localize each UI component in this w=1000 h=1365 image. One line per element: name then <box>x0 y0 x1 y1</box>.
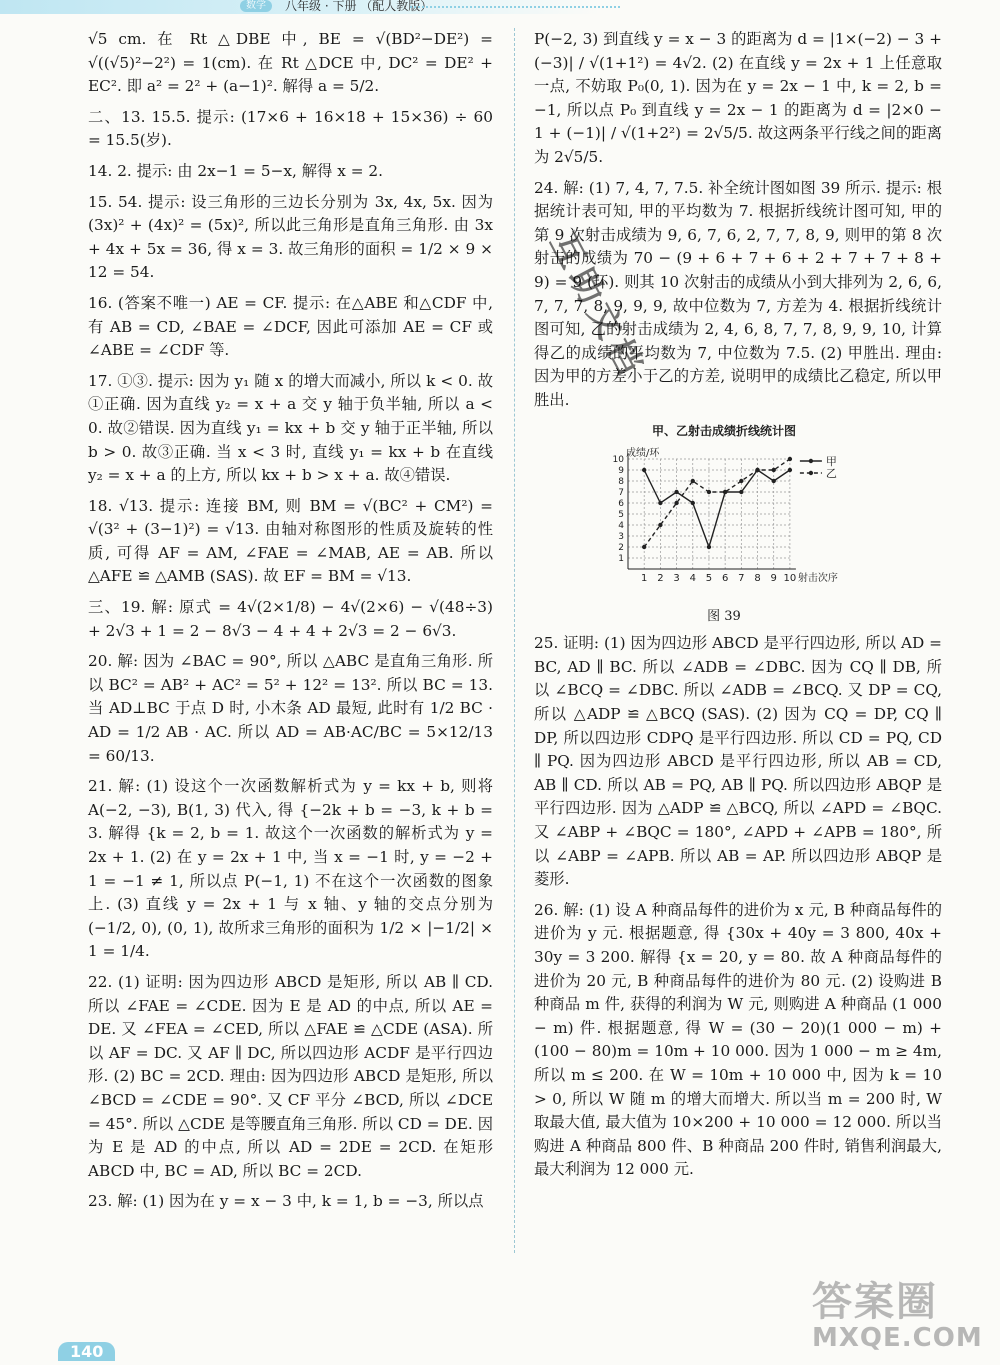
y-axis-label: 成绩/环 <box>626 448 660 460</box>
answer-paragraph: P(−2, 3) 到直线 y = x − 3 的距离为 d = |1×(−2) − 3 + (−3)| / √(1+1²) = 4√2. (2) 在直线 y = 2x + 1 上任意取一点, 不妨取 P₀(0, 1). 因为在 y = 2x − 1 中, k = 2, b = −1, 所以点 P₀ 到直线 y = 2x − 1 的距离为 d = |2×0 − 1 + (−1)| / √(1+2²) = 2√5/5. 故这两条平行线之间的距离为 2√5/5. <box>534 30 942 166</box>
answer-paragraph: 15. 54. 提示: 设三角形的三边长分别为 3x, 4x, 5x. 因为 (3x)² + (4x)² = (5x)², 所以此三角形是直角三角形. 由 3x + 4x + 5x = 36, 得 x = 3. 故三角形的面积 = 1/2 × 9 × 12 = 54. <box>88 192 493 282</box>
logo-text-cn: 答案圈 <box>812 1279 938 1325</box>
x-tick-label: 8 <box>754 573 761 585</box>
answer-paragraph: 二、13. 15.5. 提示: (17×6 + 16×18 + 15×36) ÷ 60 = 15.5(岁). <box>88 107 493 150</box>
data-point <box>739 490 743 494</box>
right-column <box>534 28 942 1189</box>
x-tick-label: 4 <box>689 573 696 585</box>
answer-paragraph: 17. ①③. 提示: 因为 y₁ 随 x 的增大而减小, 所以 k < 0. 故①正确. 因为直线 y₂ = x + a 交 y 轴于负半轴, 所以 a < 0. 故②错误. 因为直线 y₁ = kx + b 交 y 轴于正半轴, 所以 b > 0. 故③正确. 当 x < 3 时, 直线 y₁ = kx + b 在直线 y₂ = x + a 的上方, 所以 kx + b > x + a. 故④错误. <box>88 371 493 485</box>
x-tick-label: 6 <box>721 573 729 585</box>
line-chart <box>594 445 884 595</box>
answer-paragraph: 14. 2. 提示: 由 2x−1 = 5−x, 解得 x = 2. <box>88 161 383 180</box>
y-tick-label: 5 <box>618 510 624 521</box>
y-tick-label: 9 <box>618 466 624 477</box>
data-point <box>707 490 711 494</box>
data-point <box>755 468 759 472</box>
x-tick-label: 2 <box>657 573 664 585</box>
y-tick-label: 10 <box>612 455 624 466</box>
site-logo <box>812 1270 987 1356</box>
x-tick-label: 7 <box>738 573 745 585</box>
answer-paragraph: √5 cm. 在 Rt △DBE 中, BE = √(BD²−DE²) = √((√5)²−2²) = 1(cm). 在 Rt △DCE 中, DC² = DE² + EC². 即 a² = 2² + (a−1)². 解得 a = 5/2. <box>88 30 493 96</box>
x-axis-label: 射击次序 <box>797 573 838 585</box>
y-tick-label: 7 <box>618 488 624 499</box>
page-header <box>0 0 1000 14</box>
y-tick-label: 1 <box>618 554 624 565</box>
left-column <box>88 28 493 1221</box>
x-tick-label: 9 <box>770 573 777 585</box>
legend-marker <box>809 459 813 463</box>
header-divider <box>410 6 620 8</box>
logo-text-en: MXQE.COM <box>812 1323 983 1353</box>
answer-paragraph: 18. √13. 提示: 连接 BM, 则 BM = √(BC² + CM²) = √(3² + (3−1)²) = √13. 由轴对称图形的性质及旋转的性质, 可得 AF = AM, ∠FAE = ∠MAB, AE = AB. 所以 △AFE ≌ △AMB (SAS). 故 EF = BM = √13. <box>88 496 493 586</box>
data-point <box>739 479 743 483</box>
x-tick-label: 3 <box>673 573 680 585</box>
data-point <box>788 468 792 472</box>
data-point <box>674 501 678 505</box>
x-tick-label: 5 <box>705 573 713 585</box>
figure-39 <box>594 420 884 629</box>
data-point <box>772 479 776 483</box>
y-tick-label: 2 <box>618 543 624 554</box>
answer-paragraph: 25. 证明: (1) 因为四边形 ABCD 是平行四边形, 所以 AD = BC, AD ∥ BC. 所以 ∠ADB = ∠DBC. 因为 CQ ∥ DB, 所以 ∠BCQ = ∠DBC. 所以 ∠ADB = ∠BCQ. 又 DP = CQ, 所以 △ADP ≌ △BCQ (SAS). (2) 因为 CQ = DP, CQ ∥ DP, 所以四边形 CDPQ 是平行四边形. 所以 CD = PQ, CD ∥ PQ. 因为四边形 ABCD 是平行四边形, 所以 AB = CD, AB ∥ CD. 所以 AB = PQ, AB ∥ PQ. 所以四边形 ABQP 是平行四边形. 因为 △ADP ≌ △BCQ, 所以 ∠APD = ∠BQC. 又 ∠ABP + ∠BQC = 180°, ∠APD + ∠APB = 180°, 所以 ∠ABP = ∠APB. 所以 AB = AP. 所以四边形 ABQP 是菱形. <box>534 634 942 889</box>
data-point <box>642 545 646 549</box>
legend-marker <box>809 471 813 475</box>
answer-paragraph: 22. (1) 证明: 因为四边形 ABCD 是矩形, 所以 AB ∥ CD. 所以 ∠FAE = ∠CDE. 因为 E 是 AD 的中点, 所以 AE = DE. 又 ∠FEA = ∠CED, 所以 △FAE ≌ △CDE (ASA). 所以 AF = DC. 又 AF ∥ DC, 所以四边形 ACDF 是平行四边形. (2) BC = 2CD. 理由: 因为四边形 ABCD 是矩形, 所以 ∠BCD = ∠CDE = 90°. 又 CF 平分 ∠BCD, 所以 ∠DCE = 45°. 所以 △CDE 是等腰直角三角形. 所以 CD = DE. 因为 E 是 AD 的中点, 所以 AD = 2DE = 2CD. 在矩形 ABCD 中, BC = AD, 所以 BC = 2CD. <box>88 972 493 1180</box>
chart-title: 甲、乙射击成绩折线统计图 <box>651 423 796 438</box>
answer-paragraph: 16. (答案不唯一) AE = CF. 提示: 在△ABE 和△CDF 中, 有 AB = CD, ∠BAE = ∠DCF, 因此可添加 AE = CF 或 ∠ABE = ∠CDF 等. <box>88 293 493 360</box>
answer-paragraph: 21. 解: (1) 设这个一次函数解析式为 y = kx + b, 则将 A(−2, −3), B(1, 3) 代入, 得 {−2k + b = −3, k + b = 3. 解得 {k = 2, b = 1. 故这个一次函数的解析式为 y = 2x + 1. (2) 在 y = 2x + 1 中, 当 x = −1 时, y = −2 + 1 = −1 ≠ 1, 所以点 P(−1, 1) 不在这个一次函数的图象上. (3) 直线 y = 2x + 1 与 x 轴、y 轴的交点分别为 (−1/2, 0), (0, 1), 故所求三角形的面积为 1/2 × |−1/2| × 1 = 1/4. <box>88 777 493 961</box>
data-point <box>658 523 662 527</box>
series-line-jia <box>644 470 790 547</box>
data-point <box>674 490 678 494</box>
answer-paragraph: 20. 解: 因为 ∠BAC = 90°, 所以 △ABC 是直角三角形. 所以 BC² = AB² + AC² = 5² + 12² = 13². 所以 BC = 13. 当 AD⊥BC 于点 D 时, 小木条 AD 最短, 此时有 1/2 BC · AD = 1/2 AB · AC. 所以 AD = AB·AC/BC = 5×12/13 = 60/13. <box>88 652 493 765</box>
data-point <box>772 468 776 472</box>
answer-paragraph: 26. 解: (1) 设 A 种商品每件的进价为 x 元, B 种商品每件的进价为 y 元. 根据题意, 得 {30x + 40y = 3 800, 40x + 30y = 3 200. 解得 {x = 20, y = 80. 故 A 种商品每件的进价为 20 元, B 种商品每件的进价为 80 元. (2) 设购进 B 种商品 m 件, 获得的利润为 W 元, 则购进 A 种商品 (1 000 − m) 件. 根据题意, 得 W = (30 − 20)(1 000 − m) + (100 − 80)m = 10m + 10 000. 因为 1 000 − m ≥ 4m, 所以 m ≤ 200. 在 W = 10m + 10 000 中, 因为 k = 10 > 0, 所以 W 随 m 的增大而增大. 所以当 m = 200 时, W 取最大值, 最大值为 10×200 + 10 000 = 12 000. 所以当购进 A 种商品 800 件、B 种商品 200 件时, 销售利润最大, 最大利润为 12 000 元. <box>534 900 942 1179</box>
figure-caption: 图 39 <box>707 608 741 624</box>
data-point <box>642 468 646 472</box>
data-point <box>691 479 695 483</box>
y-tick-label: 3 <box>618 532 624 543</box>
column-divider <box>514 28 515 1253</box>
answer-paragraph: 23. 解: (1) 因为在 y = x − 3 中, k = 1, b = −3, 所以点 <box>88 1192 484 1211</box>
data-point <box>658 501 662 505</box>
page-number: 140 <box>58 1342 115 1361</box>
watermark-stamp: 互助文档 <box>541 226 653 387</box>
book-title: 八年级 · 下册 （配人教版） <box>285 0 433 13</box>
legend-label: 甲 <box>825 455 837 469</box>
x-tick-label: 10 <box>783 573 797 585</box>
subject-badge: 数学 <box>240 0 272 12</box>
y-tick-label: 8 <box>618 477 624 488</box>
y-tick-label: 6 <box>618 499 624 510</box>
data-point <box>707 545 711 549</box>
x-tick-label: 1 <box>641 573 648 585</box>
answer-paragraph: 三、19. 解: 原式 = 4√(2×1/8) − 4√(2×6) − √(48÷3) + 2√3 + 1 = 2 − 8√3 − 4 + 4 + 2√3 = 2 − 6√3. <box>88 598 493 640</box>
data-point <box>788 457 792 461</box>
y-tick-label: 4 <box>618 521 624 532</box>
data-point <box>723 490 727 494</box>
answer-paragraph: 24. 解: (1) 7, 4, 7, 7.5. 补全统计图如图 39 所示. 提示: 根据统计表可知, 甲的平均数为 7. 根据折线统计图可知, 甲的第 9 次射击成绩为 9, 6, 7, 6, 2, 7, 7, 8, 9, 则甲的第 8 次射击的成绩为 70 − (9 + 6 + 7 + 6 + 2 + 7 + 7 + 8 + 9) = 9 (环). 则其 10 次射击的成绩从小到大排列为 2, 6, 6, 7, 7, 7, 8, 9, 9, 9, 故中位数为 7, 方差为 4. 根据折线统计图可知, 乙的射击成绩为 2, 4, 6, 8, 7, 7, 8, 9, 9, 10, 计算得乙的成绩的平均数为 7, 中位数为 7.5. (2) 甲胜出. 理由: 因为甲的方差小于乙的方差, 说明甲的成绩比乙稳定, 所以甲胜出. <box>534 178 942 409</box>
data-point <box>691 501 695 505</box>
legend-label: 乙 <box>825 467 837 481</box>
